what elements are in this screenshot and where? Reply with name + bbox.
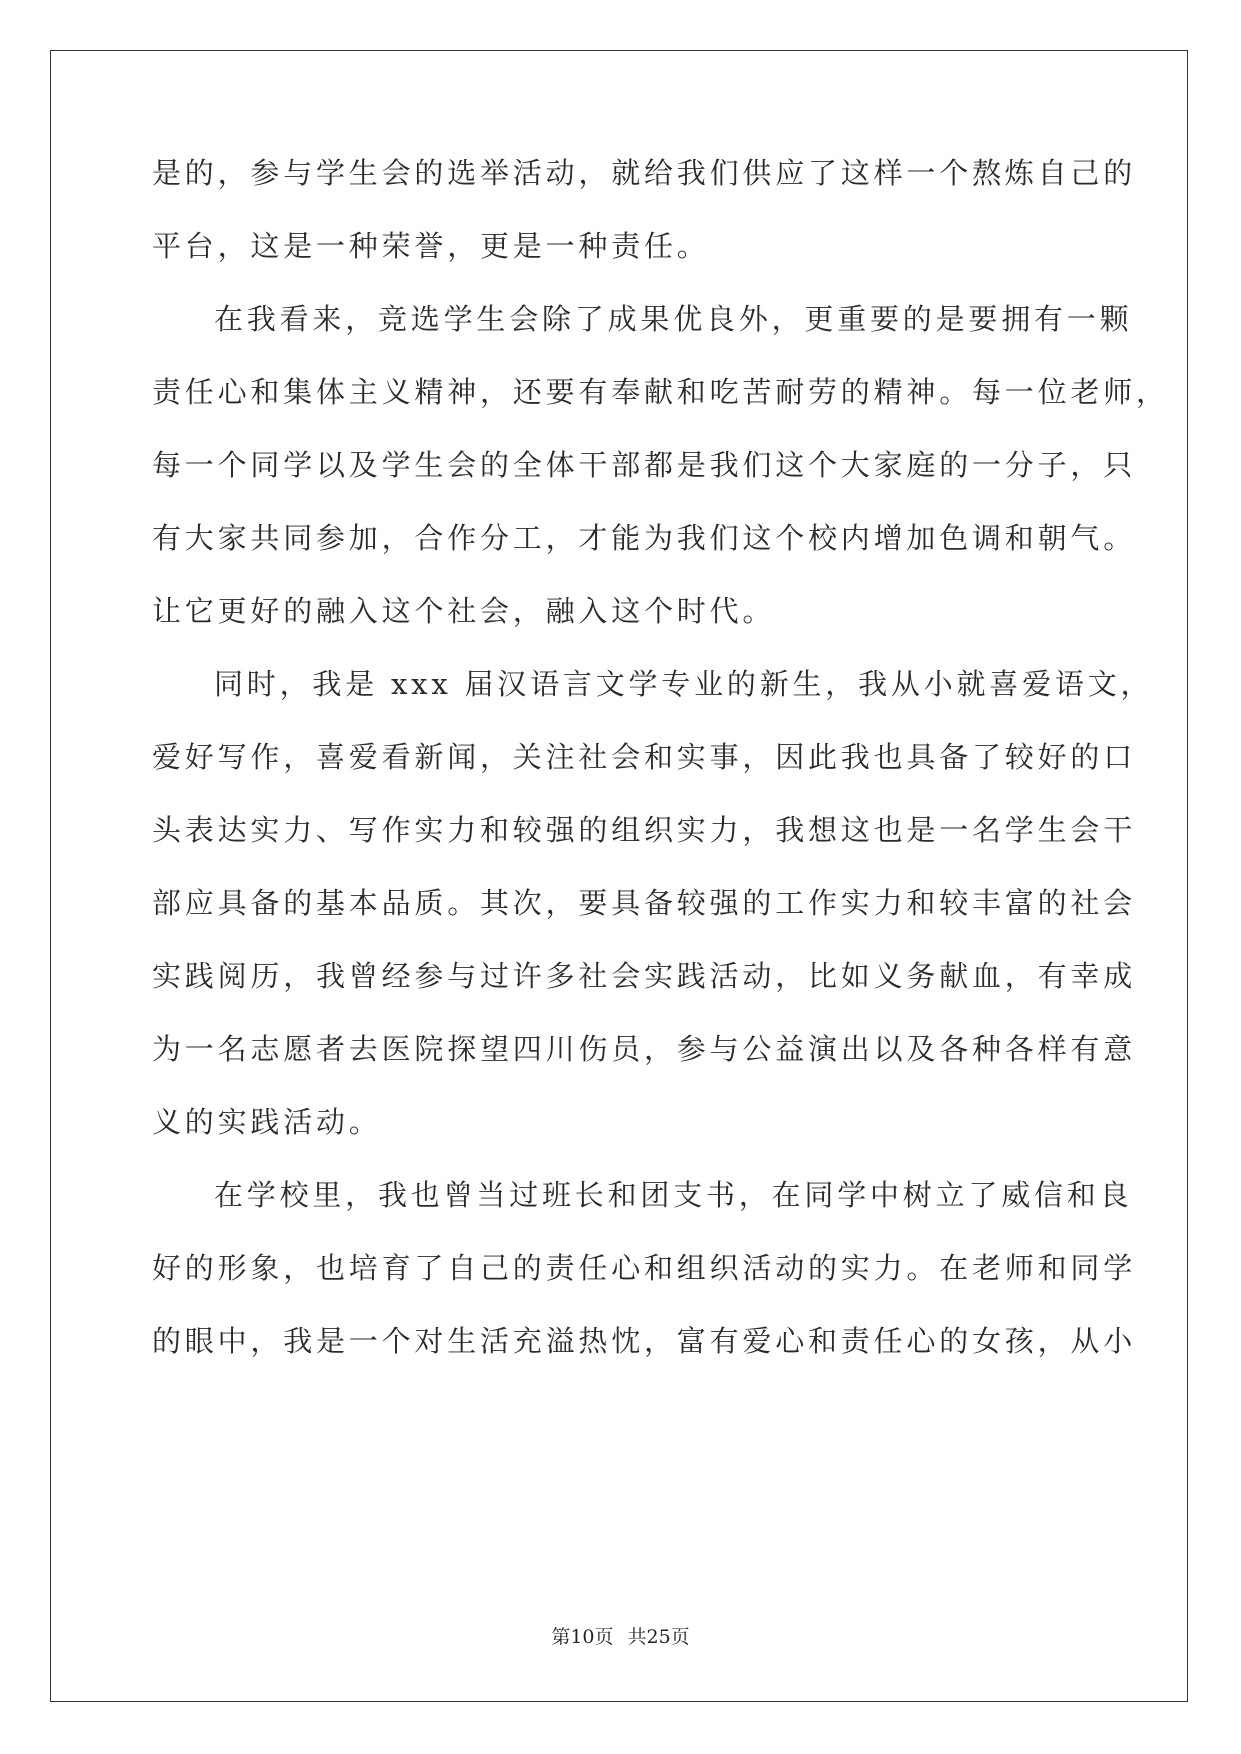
page-border bbox=[50, 50, 1188, 1702]
page-number: 第10页 bbox=[551, 1626, 614, 1648]
text-line: 为一名志愿者去医院探望四川伤员，参与公益演出以及各种各样有意 bbox=[152, 1032, 1137, 1066]
text-line: 爱好写作，喜爱看新闻，关注社会和实事，因此我也具备了较好的口 bbox=[152, 740, 1137, 774]
text-line: 的眼中，我是一个对生活充溢热忱，富有爱心和责任心的女孩，从小 bbox=[152, 1324, 1137, 1358]
text-line: 实践阅历，我曾经参与过许多社会实践活动，比如义务献血，有幸成 bbox=[152, 959, 1137, 993]
text-line: 每一个同学以及学生会的全体干部都是我们这个大家庭的一分子，只 bbox=[152, 448, 1137, 482]
text-line: 让它更好的融入这个社会，融入这个时代。 bbox=[152, 594, 776, 628]
text-line: 同时，我是 xxx 届汉语言文学专业的新生，我从小就喜爱语文， bbox=[214, 667, 1154, 701]
text-line: 义的实践活动。 bbox=[152, 1105, 382, 1139]
page-footer bbox=[0, 1625, 1241, 1649]
text-line: 好的形象，也培育了自己的责任心和组织活动的实力。在老师和同学 bbox=[152, 1251, 1137, 1285]
text-line: 平台，这是一种荣誉，更是一种责任。 bbox=[152, 229, 710, 263]
text-line: 在我看来，竞选学生会除了成果优良外，更重要的是要拥有一颗 bbox=[214, 302, 1133, 336]
text-line: 责任心和集体主义精神，还要有奉献和吃苦耐劳的精神。每一位老师， bbox=[152, 375, 1169, 409]
text-line: 在学校里，我也曾当过班长和团支书，在同学中树立了威信和良 bbox=[214, 1178, 1133, 1212]
text-line: 部应具备的基本品质。其次，要具备较强的工作实力和较丰富的社会 bbox=[152, 886, 1137, 920]
text-line: 头表达实力、写作实力和较强的组织实力，我想这也是一名学生会干 bbox=[152, 813, 1137, 847]
page-total: 共25页 bbox=[627, 1626, 690, 1648]
text-line: 是的，参与学生会的选举活动，就给我们供应了这样一个熬炼自己的 bbox=[152, 156, 1137, 190]
text-line: 有大家共同参加，合作分工，才能为我们这个校内增加色调和朝气。 bbox=[152, 521, 1137, 555]
